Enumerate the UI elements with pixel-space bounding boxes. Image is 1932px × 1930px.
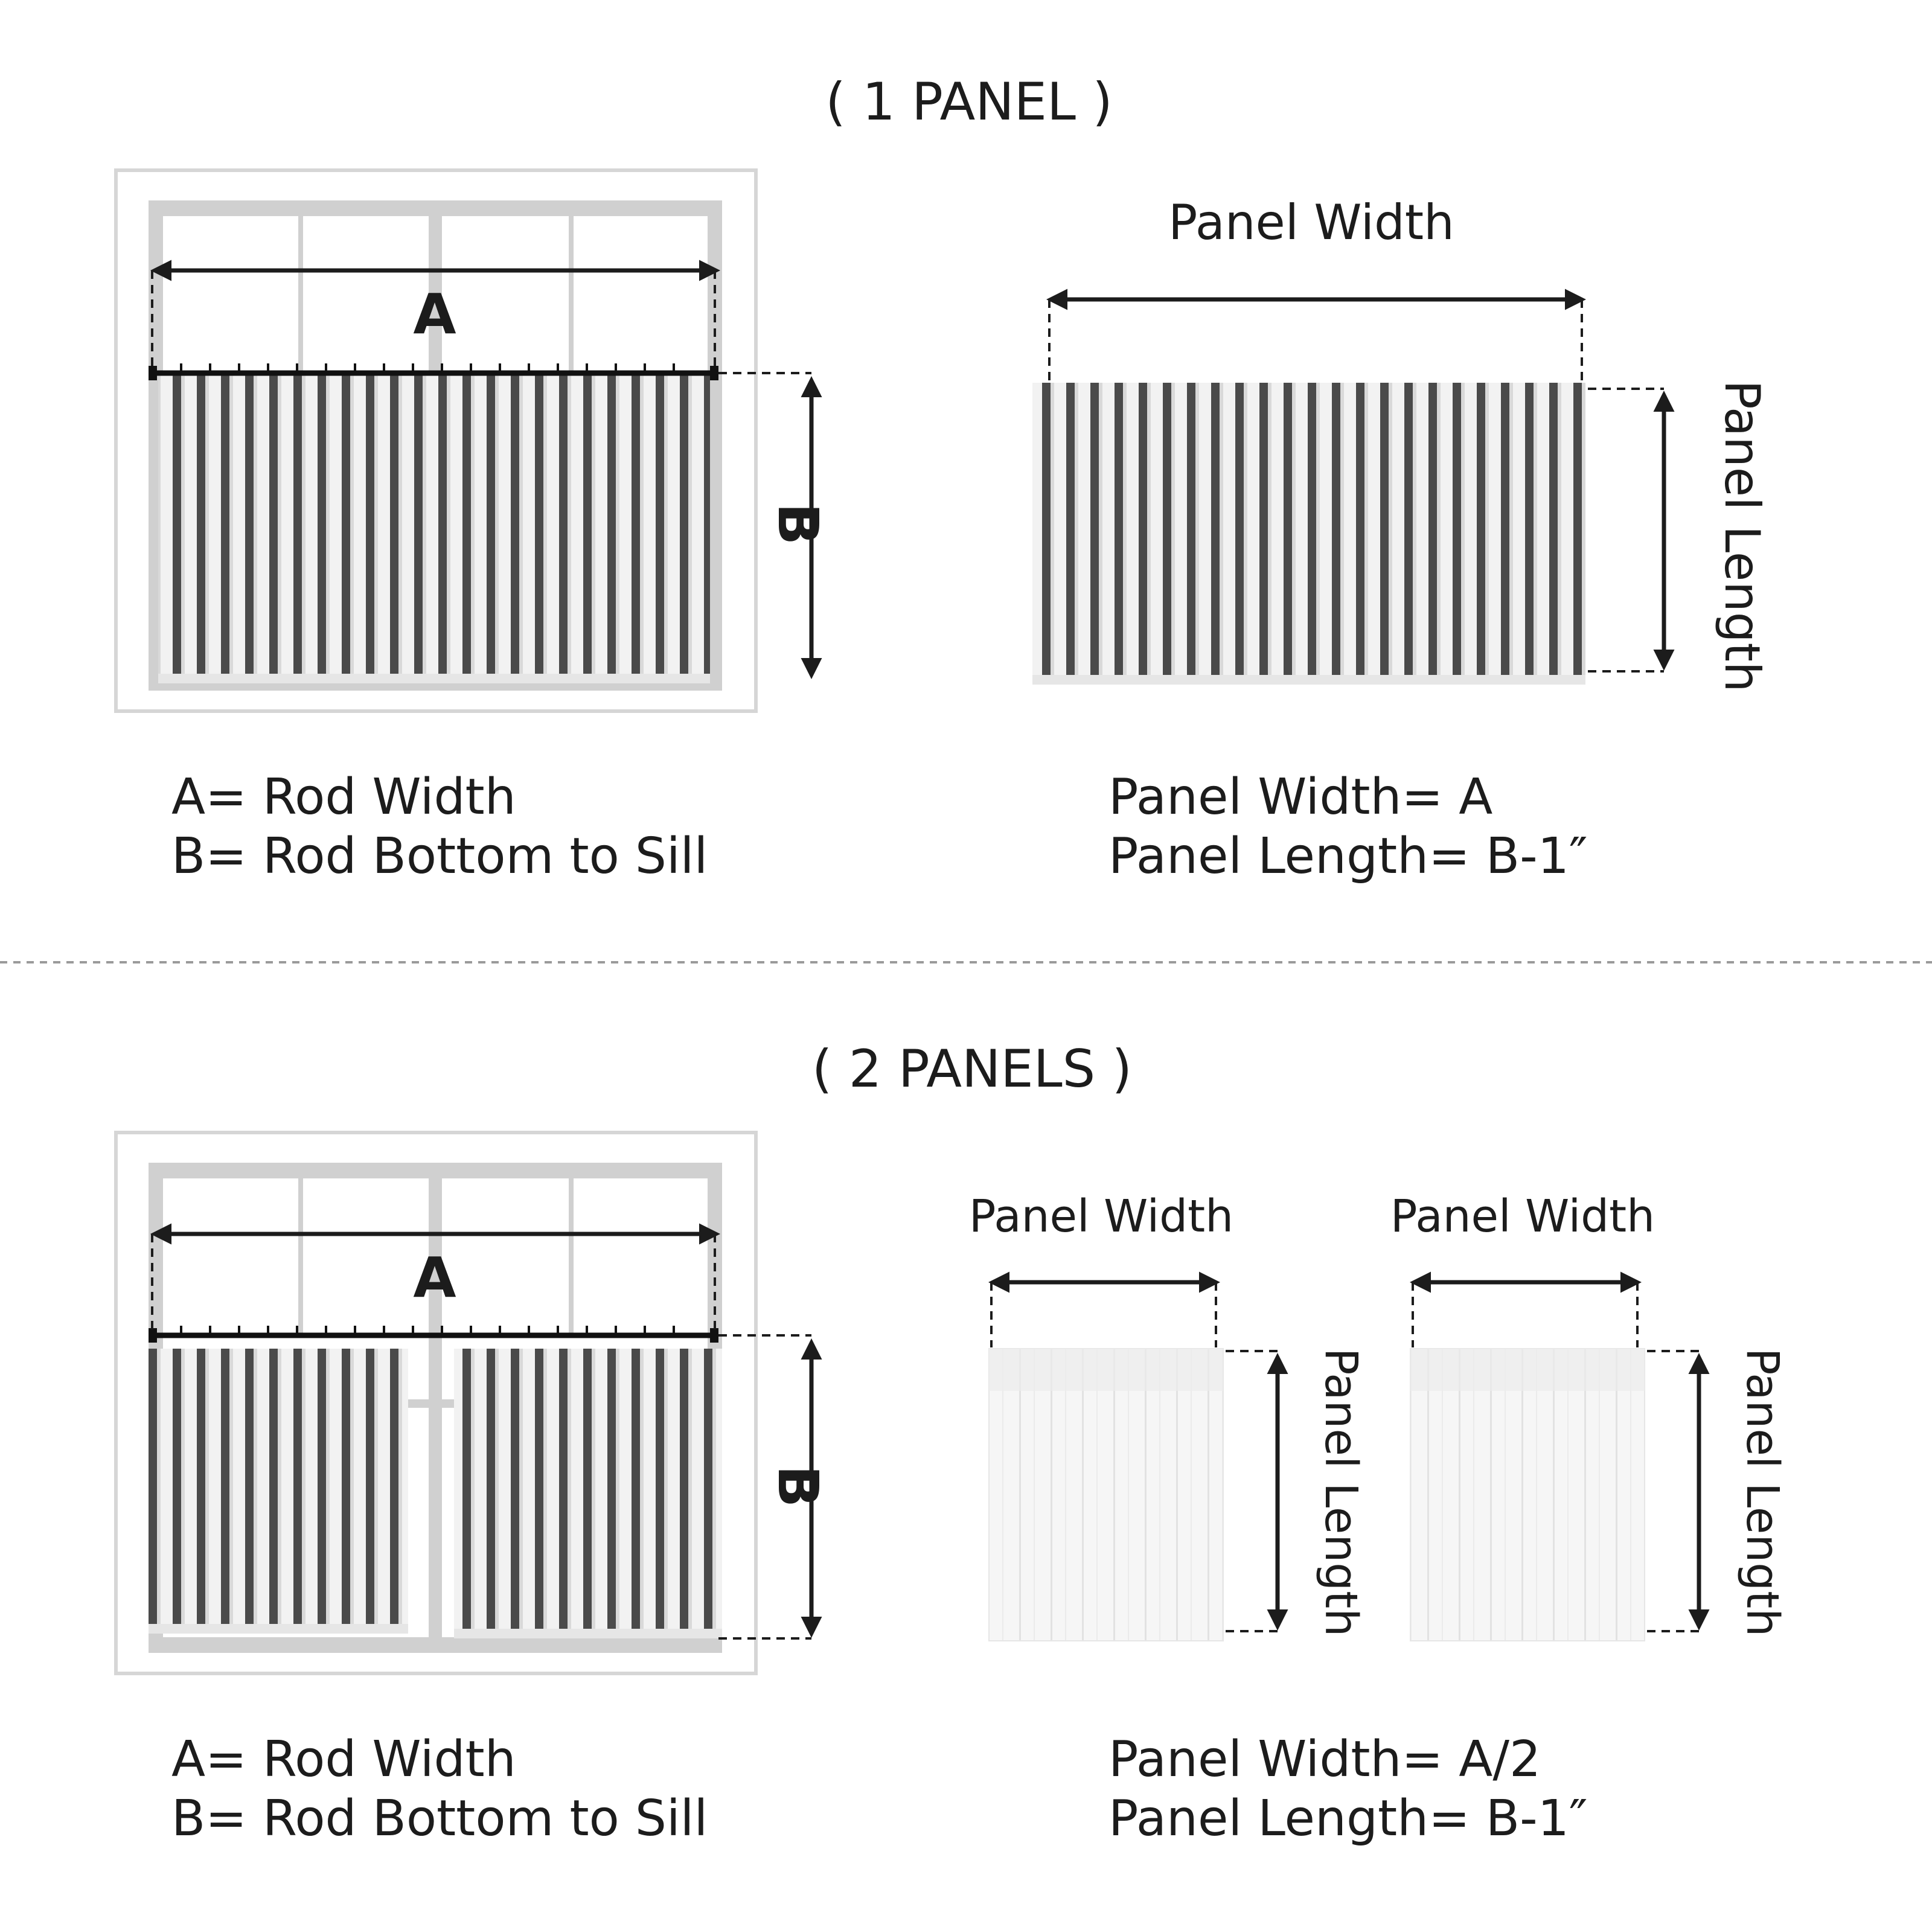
window-illustration <box>116 170 830 711</box>
formula-panel-length: Panel Length= B-1″ <box>1108 1790 1588 1847</box>
panel-length-label: Panel Length <box>1315 1347 1367 1637</box>
sheer-header <box>1410 1349 1645 1391</box>
legend-rod-bottom-to-sill: B= Rod Bottom to Sill <box>171 828 708 885</box>
legend-rod-width: A= Rod Width <box>171 1731 516 1788</box>
window-illustration <box>116 1133 830 1673</box>
panel-illustration <box>1032 194 1770 692</box>
formula-panel-width: Panel Width= A/2 <box>1108 1731 1541 1788</box>
mullion <box>569 216 574 373</box>
panel-width-label: Panel Width <box>1168 194 1454 251</box>
striped-curtain-right <box>454 1349 722 1637</box>
dimension-b-label: B <box>766 1465 830 1508</box>
legend-rod-width: A= Rod Width <box>171 768 516 826</box>
panel-length-label: Panel Length <box>1714 380 1770 692</box>
formula-panel-width: Panel Width= A <box>1108 768 1493 826</box>
section-title: ( 1 PANEL ) <box>825 72 1113 132</box>
section-one-panel <box>116 72 1770 885</box>
sheer-header <box>989 1349 1223 1391</box>
rod-finial-right <box>710 366 718 380</box>
section-title: ( 2 PANELS ) <box>811 1039 1133 1099</box>
panel-illustration-right <box>1390 1190 1788 1641</box>
rod-finial-right <box>710 1328 718 1343</box>
dimension-a-label: A <box>413 282 456 347</box>
section-two-panels <box>116 1039 1788 1847</box>
dimension-b-label: B <box>766 502 830 546</box>
sheer-panel <box>989 1349 1223 1641</box>
dimension-a-label: A <box>413 1245 456 1310</box>
striped-panel <box>1032 383 1585 685</box>
panel-length-label: Panel Length <box>1736 1347 1788 1637</box>
rod-finial-left <box>149 1328 157 1343</box>
curtain-hem-left <box>149 1624 408 1634</box>
curtain-hem-right <box>454 1629 722 1638</box>
striped-curtain-left <box>149 1349 408 1632</box>
rod-finial-left <box>149 366 157 380</box>
mullion <box>298 1178 303 1335</box>
mullion <box>298 216 303 373</box>
panel-width-label: Panel Width <box>968 1190 1234 1242</box>
panel-hem <box>1032 675 1585 685</box>
formula-panel-length: Panel Length= B-1″ <box>1108 828 1588 885</box>
window-top-rail <box>149 1163 722 1178</box>
legend-rod-bottom-to-sill: B= Rod Bottom to Sill <box>171 1790 708 1847</box>
curtain-hem <box>158 674 710 683</box>
mullion <box>569 1178 574 1335</box>
panel-illustration-left <box>969 1190 1367 1641</box>
window-top-rail <box>149 200 722 216</box>
panel-width-label: Panel Width <box>1390 1190 1655 1242</box>
striped-curtain-panel <box>158 374 710 682</box>
sheer-panel <box>1410 1349 1645 1641</box>
